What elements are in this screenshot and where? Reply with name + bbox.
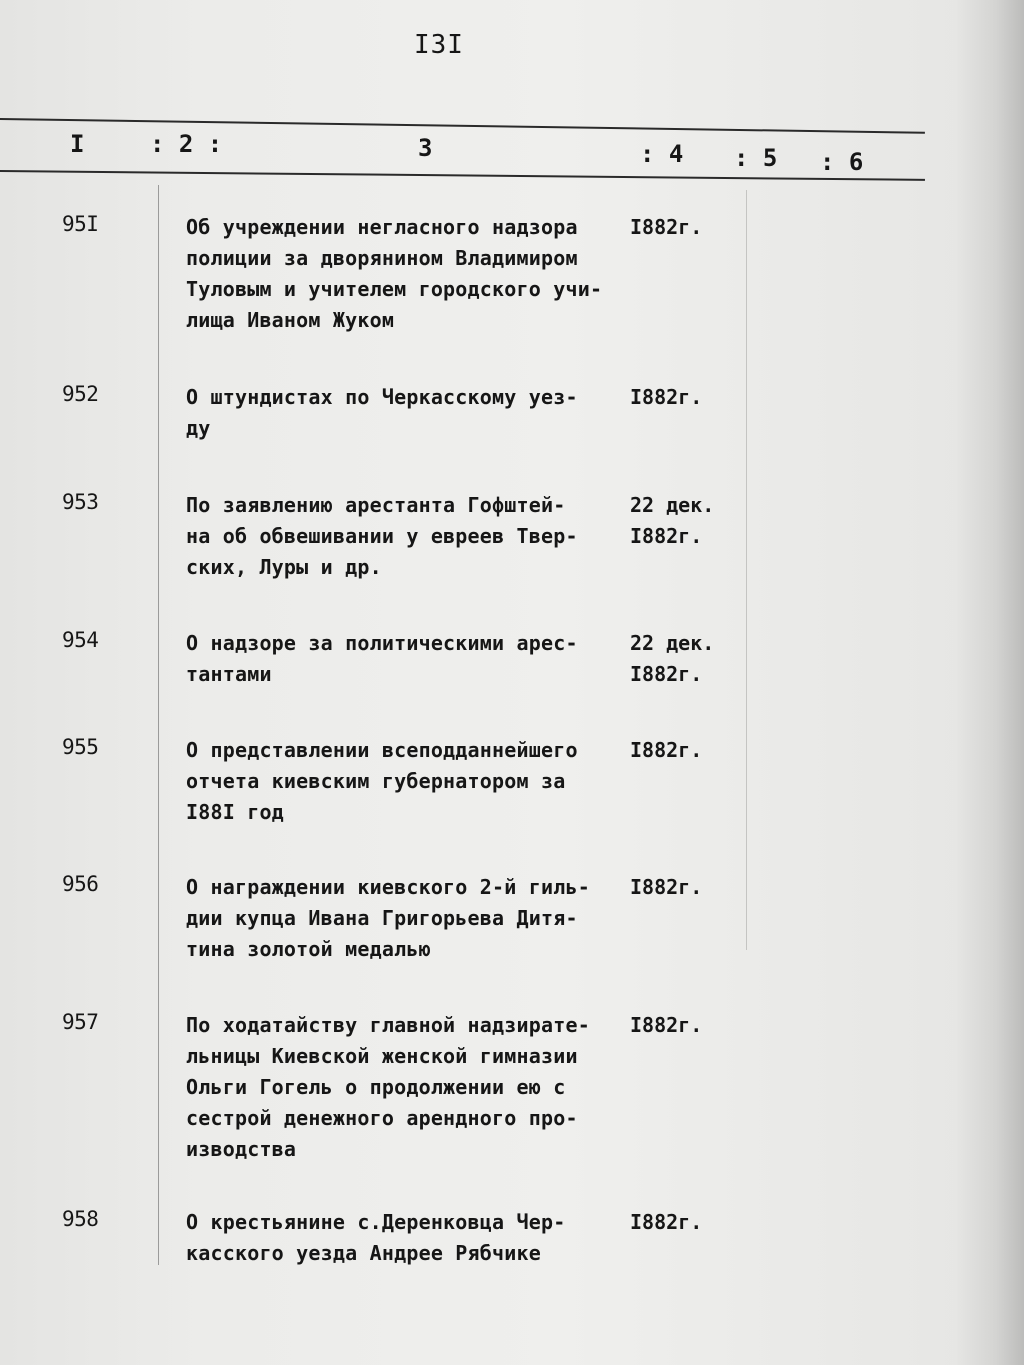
entry-date [630, 872, 730, 903]
entry-title-line: полиции за дворянином Владимиром [186, 246, 578, 270]
header-top-rule [0, 118, 925, 134]
entry-date [630, 1207, 730, 1238]
entry-title [186, 1207, 626, 1269]
column-divider-faint [746, 190, 747, 950]
entry-date [630, 735, 730, 766]
entry-date-line: 22 дек. [630, 631, 715, 655]
entry-number: 953 [62, 490, 99, 514]
entry-title-line: сестрой денежного арендного про- [186, 1106, 578, 1130]
entry-number: 952 [62, 382, 99, 406]
column-header-1: I [70, 130, 85, 158]
entry-title-line: на об обвешивании у евреев Твер- [186, 524, 578, 548]
entry-date-line: I882г. [630, 524, 703, 548]
entry-number: 955 [62, 735, 99, 759]
entry-title-line: изводства [186, 1137, 297, 1161]
entry-title-line: I88I год [186, 800, 284, 824]
column-divider [158, 185, 159, 1265]
entry-title-line: тантами [186, 662, 272, 686]
entry-title-line: По заявлению арестанта Гофштей- [186, 493, 566, 517]
entry-number: 95I [62, 212, 99, 236]
page-edge-shadow [954, 0, 1024, 1365]
entry-title-line: По ходатайству главной надзирате- [186, 1013, 590, 1037]
entry-title [186, 1010, 626, 1165]
entry-number: 956 [62, 872, 99, 896]
entry-title-line: О представлении всеподданнейшего [186, 738, 578, 762]
entry-title-line: отчета киевским губернатором за [186, 769, 566, 793]
entry-title-line: ду [186, 416, 211, 440]
entry-title-line: О крестьянине с.Деренковца Чер- [186, 1210, 566, 1234]
entry-title-line: О штундистах по Черкасскому уез- [186, 385, 578, 409]
entry-date [630, 490, 730, 552]
entry-title [186, 872, 626, 965]
entry-title-line: Туловым и учителем городского учи- [186, 277, 603, 301]
page-number: I3I [414, 30, 464, 60]
entry-date-line: I882г. [630, 875, 703, 899]
entry-number: 957 [62, 1010, 99, 1034]
entry-date-line: I882г. [630, 215, 703, 239]
entry-title [186, 628, 626, 690]
entry-date [630, 382, 730, 413]
entry-date-line: 22 дек. [630, 493, 715, 517]
entry-date-line: I882г. [630, 1013, 703, 1037]
column-header-3: 3 [418, 134, 433, 162]
entry-title-line: Ольги Гогель о продолжении ею с [186, 1075, 566, 1099]
entry-title [186, 382, 626, 444]
entry-title-line: лища Иваном Жуком [186, 308, 395, 332]
column-header-4: : 4 [640, 140, 684, 168]
entry-date [630, 212, 730, 243]
entry-title [186, 490, 626, 583]
entry-date [630, 1010, 730, 1041]
header-bottom-rule [0, 170, 925, 181]
entry-date-line: I882г. [630, 1210, 703, 1234]
column-header-2: : 2 : [150, 130, 223, 158]
entry-number: 954 [62, 628, 99, 652]
entry-title-line: касского уезда Андрее Рябчике [186, 1241, 541, 1265]
entry-title-line: О надзоре за политическими арес- [186, 631, 578, 655]
entry-title-line: Об учреждении негласного надзора [186, 215, 578, 239]
entry-title-line: тина золотой медалью [186, 937, 431, 961]
entry-date [630, 628, 730, 690]
entry-title-line: дии купца Ивана Григорьева Дитя- [186, 906, 578, 930]
column-header-6: : 6 [820, 148, 864, 176]
entry-title-line: О награждении киевского 2-й гиль- [186, 875, 590, 899]
entry-title [186, 212, 626, 336]
entry-date-line: I882г. [630, 738, 703, 762]
entry-number: 958 [62, 1207, 99, 1231]
entry-title-line: ских, Луры и др. [186, 555, 382, 579]
entry-date-line: I882г. [630, 385, 703, 409]
column-header-5: : 5 [734, 144, 778, 172]
entry-date-line: I882г. [630, 662, 703, 686]
entry-title [186, 735, 626, 828]
entry-title-line: льницы Киевской женской гимназии [186, 1044, 578, 1068]
